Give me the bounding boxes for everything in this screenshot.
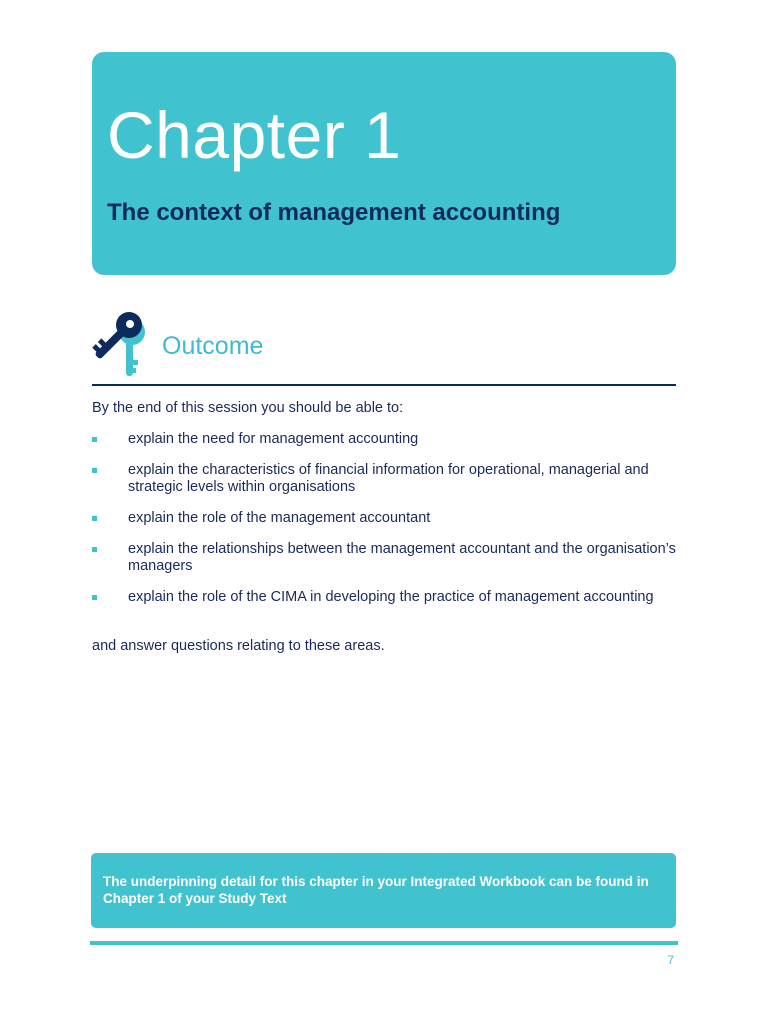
list-item-text: explain the relationships between the management accountant and the organisation’s managers — [128, 541, 676, 574]
chapter-title: Chapter 1 — [107, 98, 402, 172]
chapter-header — [92, 52, 676, 275]
list-item-text: explain the role of the CIMA in developing the practice of management accounting — [128, 589, 654, 605]
outcome-closing: and answer questions relating to these areas. — [92, 638, 385, 654]
study-text-note — [91, 853, 676, 928]
outcome-header — [92, 308, 676, 386]
page-number: 7 — [667, 953, 674, 967]
list-item-text: explain the need for management accounting — [128, 431, 419, 447]
list-item — [92, 431, 676, 448]
list-item — [92, 510, 676, 527]
list-item-text: explain the role of the management accountant — [128, 510, 431, 526]
bullet-icon — [92, 516, 97, 521]
outcome-intro: By the end of this session you should be able to: — [92, 400, 404, 416]
list-item — [92, 589, 676, 606]
key-icon — [92, 310, 152, 380]
bullet-icon — [92, 595, 97, 600]
chapter-subtitle: The context of management accounting — [107, 199, 561, 226]
bullet-icon — [92, 468, 97, 473]
outcome-title: Outcome — [162, 332, 264, 360]
outcome-list — [92, 431, 676, 620]
footer-divider — [90, 941, 678, 945]
list-item — [92, 541, 676, 575]
list-item — [92, 462, 676, 496]
bullet-icon — [92, 547, 97, 552]
bullet-icon — [92, 437, 97, 442]
list-item-text: explain the characteristics of financial information for operational, managerial and strategic levels within organisations — [128, 462, 649, 495]
note-text: The underpinning detail for this chapter in your Integrated Workbook can be found in Chapter 1 of your Study Text — [103, 874, 649, 906]
